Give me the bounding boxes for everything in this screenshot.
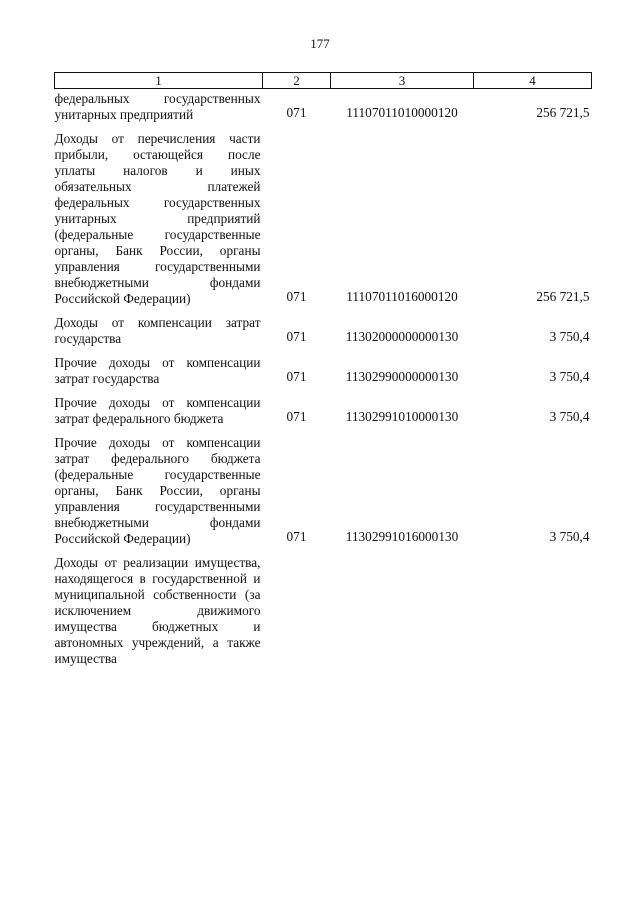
row-amount: 3 750,4 xyxy=(549,369,590,384)
table-body xyxy=(55,89,592,668)
row-spacer xyxy=(55,123,592,131)
row-admin-code: 071 xyxy=(286,105,307,120)
table-row xyxy=(55,89,592,124)
row-amount xyxy=(474,555,592,667)
row-spacer xyxy=(55,427,592,435)
row-spacer xyxy=(55,307,592,315)
row-kbk-code: 11302990000000130 xyxy=(345,369,459,384)
table-row xyxy=(55,315,592,347)
table-row xyxy=(55,435,592,547)
row-kbk-code: 11302991010000130 xyxy=(345,409,459,424)
budget-table xyxy=(54,72,592,667)
row-admin-code: 071 xyxy=(286,369,307,384)
row-kbk-code xyxy=(331,555,474,667)
header-col-4: 4 xyxy=(474,73,592,89)
row-spacer xyxy=(55,547,592,555)
page-number: 177 xyxy=(310,36,330,51)
table-row xyxy=(55,395,592,427)
row-admin-code: 071 xyxy=(286,329,307,344)
header-col-2: 2 xyxy=(263,73,331,89)
header-col-3: 3 xyxy=(331,73,474,89)
row-kbk-code: 11302991016000130 xyxy=(345,529,459,544)
row-amount: 3 750,4 xyxy=(549,329,590,344)
header-col-1: 1 xyxy=(55,73,263,89)
row-kbk-code: 11107011010000120 xyxy=(346,105,458,120)
row-amount: 256 721,5 xyxy=(536,289,590,304)
row-spacer xyxy=(55,387,592,395)
row-amount: 3 750,4 xyxy=(549,409,590,424)
row-amount: 256 721,5 xyxy=(536,105,590,120)
table-header xyxy=(55,73,592,89)
row-admin-code xyxy=(263,555,331,667)
row-description: Доходы от реализации имущества, находящегося в государственной и муниципальной собственности (за исключением движимого имущества бюджетных и автономных учреждений, а также имущества xyxy=(54,555,261,666)
row-kbk-code: 11107011016000120 xyxy=(346,289,458,304)
row-spacer xyxy=(55,347,592,355)
row-kbk-code: 11302000000000130 xyxy=(345,329,459,344)
row-admin-code: 071 xyxy=(286,409,307,424)
row-description: Доходы от компенсации затрат государства xyxy=(54,315,261,346)
table-row xyxy=(55,131,592,307)
row-admin-code: 071 xyxy=(286,289,307,304)
table-row xyxy=(55,355,592,387)
row-description: федеральных государственных унитарных предприятий xyxy=(54,91,261,122)
row-admin-code: 071 xyxy=(286,529,307,544)
row-description: Доходы от перечисления части прибыли, остающейся после уплаты налогов и иных обязательных платежей федеральных государственных унитарных предприятий (федеральные государственные органы, Банк России, органы управления государственными внебюджетными фондами Российской Федерации) xyxy=(54,131,261,306)
table-row xyxy=(55,555,592,667)
row-description: Прочие доходы от компенсации затрат федерального бюджета xyxy=(54,395,261,426)
row-description: Прочие доходы от компенсации затрат государства xyxy=(54,355,261,386)
row-amount: 3 750,4 xyxy=(549,529,590,544)
row-description: Прочие доходы от компенсации затрат федерального бюджета (федеральные государственные органы, Банк России, органы управления государственными внебюджетными фондами Российской Федерации) xyxy=(54,435,261,546)
